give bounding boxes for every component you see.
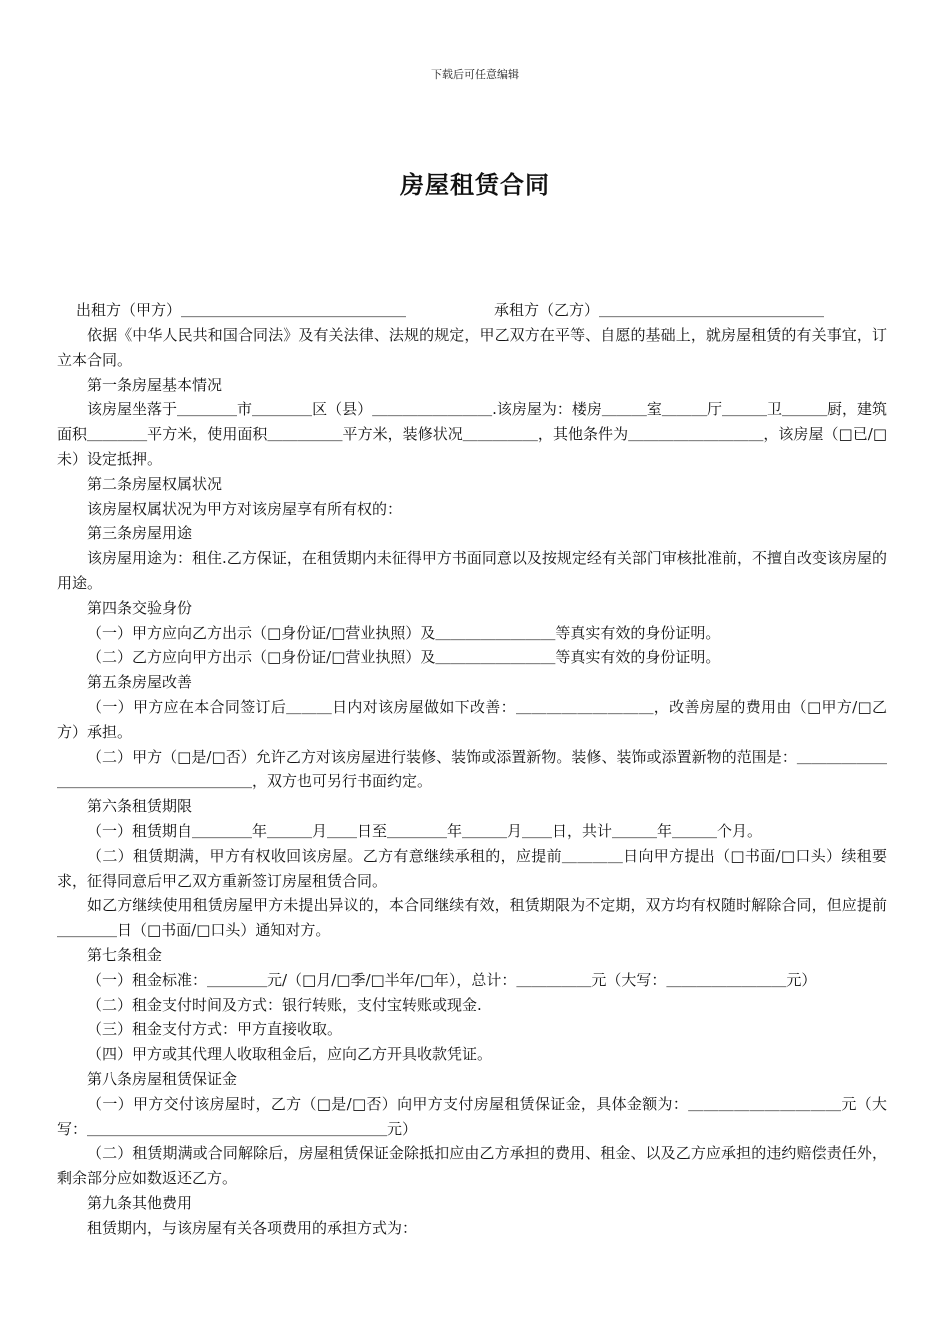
article-7-clause-4: （四）甲方或其代理人收取租金后，应向乙方开具收款凭证。 xyxy=(87,1045,493,1064)
article-6-clause-1: （一）租赁期自＿＿＿＿年＿＿＿月＿＿日至＿＿＿＿年＿＿＿月＿＿日，共计＿＿＿年＿＿＿个月。 xyxy=(87,821,763,840)
article-2-text: 该房屋权属状况为甲方对该房屋享有所有权的： xyxy=(87,499,403,518)
article-6-heading: 第六条租赁期限 xyxy=(87,797,193,816)
lessor-field: 出租方（甲方）＿＿＿＿＿＿＿＿＿＿＿＿＿＿＿ xyxy=(76,301,407,319)
document-title: 房屋租赁合同 xyxy=(400,171,550,199)
article-7-clause-1: （一）租金标准：＿＿＿＿元/（□月/□季/□半年/□年），总计：＿＿＿＿＿元（大写：＿＿＿＿＿＿＿＿元） xyxy=(87,970,817,989)
article-1-text: 该房屋坐落于＿＿＿＿市＿＿＿＿区（县）＿＿＿＿＿＿＿＿.该房屋为：楼房＿＿＿室＿＿＿厅＿＿＿卫＿＿＿厨，建筑面积＿＿＿＿平方米，使用面积＿＿＿＿＿平方米，装修状况＿＿＿＿＿，其他条件为＿＿＿＿＿＿＿＿＿，该房屋（□已/□未）设定抵押。 xyxy=(57,400,887,468)
article-3-heading: 第三条房屋用途 xyxy=(87,524,193,543)
article-7-clause-3: （三）租金支付方式：甲方直接收取。 xyxy=(87,1020,343,1039)
article-5-clause-2: （二）甲方（□是/□否）允许乙方对该房屋进行装修、装饰或添置新物。装修、装饰或添置新物的范围是：＿＿＿＿＿＿＿＿＿＿＿＿＿＿＿＿＿＿＿，双方也可另行书面约定。 xyxy=(57,747,887,791)
article-9-text: 租赁期内，与该房屋有关各项费用的承担方式为： xyxy=(87,1218,418,1237)
article-4-clause-1: （一）甲方应向乙方出示（□身份证/□营业执照）及＿＿＿＿＿＿＿＿等真实有效的身份证明。 xyxy=(87,623,721,642)
article-9-heading: 第九条其他费用 xyxy=(87,1193,193,1212)
article-8-clause-2: （二）租赁期满或合同解除后，房屋租赁保证金除抵扣应由乙方承担的费用、租金、以及乙方应承担的违约赔偿责任外，剩余部分应如数返还乙方。 xyxy=(57,1144,887,1188)
article-7-heading: 第七条租金 xyxy=(87,945,163,964)
article-3-text: 该房屋用途为：租住.乙方保证，在租赁期内未征得甲方书面同意以及按规定经有关部门审核批准前，不擅自改变该房屋的用途。 xyxy=(57,549,887,592)
article-5-clause-1: （一）甲方应在本合同签订后＿＿＿日内对该房屋做如下改善：＿＿＿＿＿＿＿＿＿，改善房屋的费用由（□甲方/□乙方）承担。 xyxy=(57,697,887,741)
article-4-heading: 第四条交验身份 xyxy=(87,598,193,617)
article-6-clause-3: 如乙方继续使用租赁房屋甲方未提出异议的，本合同继续有效，租赁期限为不定期，双方均有权随时解除合同，但应提前＿＿＿＿日（□书面/□口头）通知对方。 xyxy=(57,896,887,940)
contract-parties xyxy=(76,298,896,323)
lessee-field: 承租方（乙方）＿＿＿＿＿＿＿＿＿＿＿＿＿＿＿ xyxy=(494,301,825,319)
preamble-paragraph: 依据《中华人民共和国合同法》及有关法律、法规的规定，甲乙双方在平等、自愿的基础上，就房屋租赁的有关事宜，订立本合同。 xyxy=(57,326,887,369)
article-5-heading: 第五条房屋改善 xyxy=(87,673,193,692)
article-1-heading: 第一条房屋基本情况 xyxy=(87,375,223,394)
article-4-clause-2: （二）乙方应向甲方出示（□身份证/□营业执照）及＿＿＿＿＿＿＿＿等真实有效的身份证明。 xyxy=(87,648,721,667)
article-7-clause-2: （二）租金支付时间及方式：银行转账，支付宝转账或现金. xyxy=(87,995,482,1014)
article-8-clause-1: （一）甲方交付该房屋时，乙方（□是/□否）向甲方支付房屋租赁保证金，具体金额为：＿＿＿＿＿＿＿＿＿＿元（大写：＿＿＿＿＿＿＿＿＿＿＿＿＿＿＿＿＿＿＿＿元） xyxy=(57,1094,887,1138)
article-6-clause-2: （二）租赁期满，甲方有权收回该房屋。乙方有意继续承租的，应提前＿＿＿＿日向甲方提出（□书面/□口头）续租要求，征得同意后甲乙双方重新签订房屋租赁合同。 xyxy=(57,846,887,890)
page-header-note: 下载后可任意编辑 xyxy=(431,68,519,81)
article-8-heading: 第八条房屋租赁保证金 xyxy=(87,1069,238,1088)
article-2-heading: 第二条房屋权属状况 xyxy=(87,474,223,493)
contract-body xyxy=(57,323,887,1240)
